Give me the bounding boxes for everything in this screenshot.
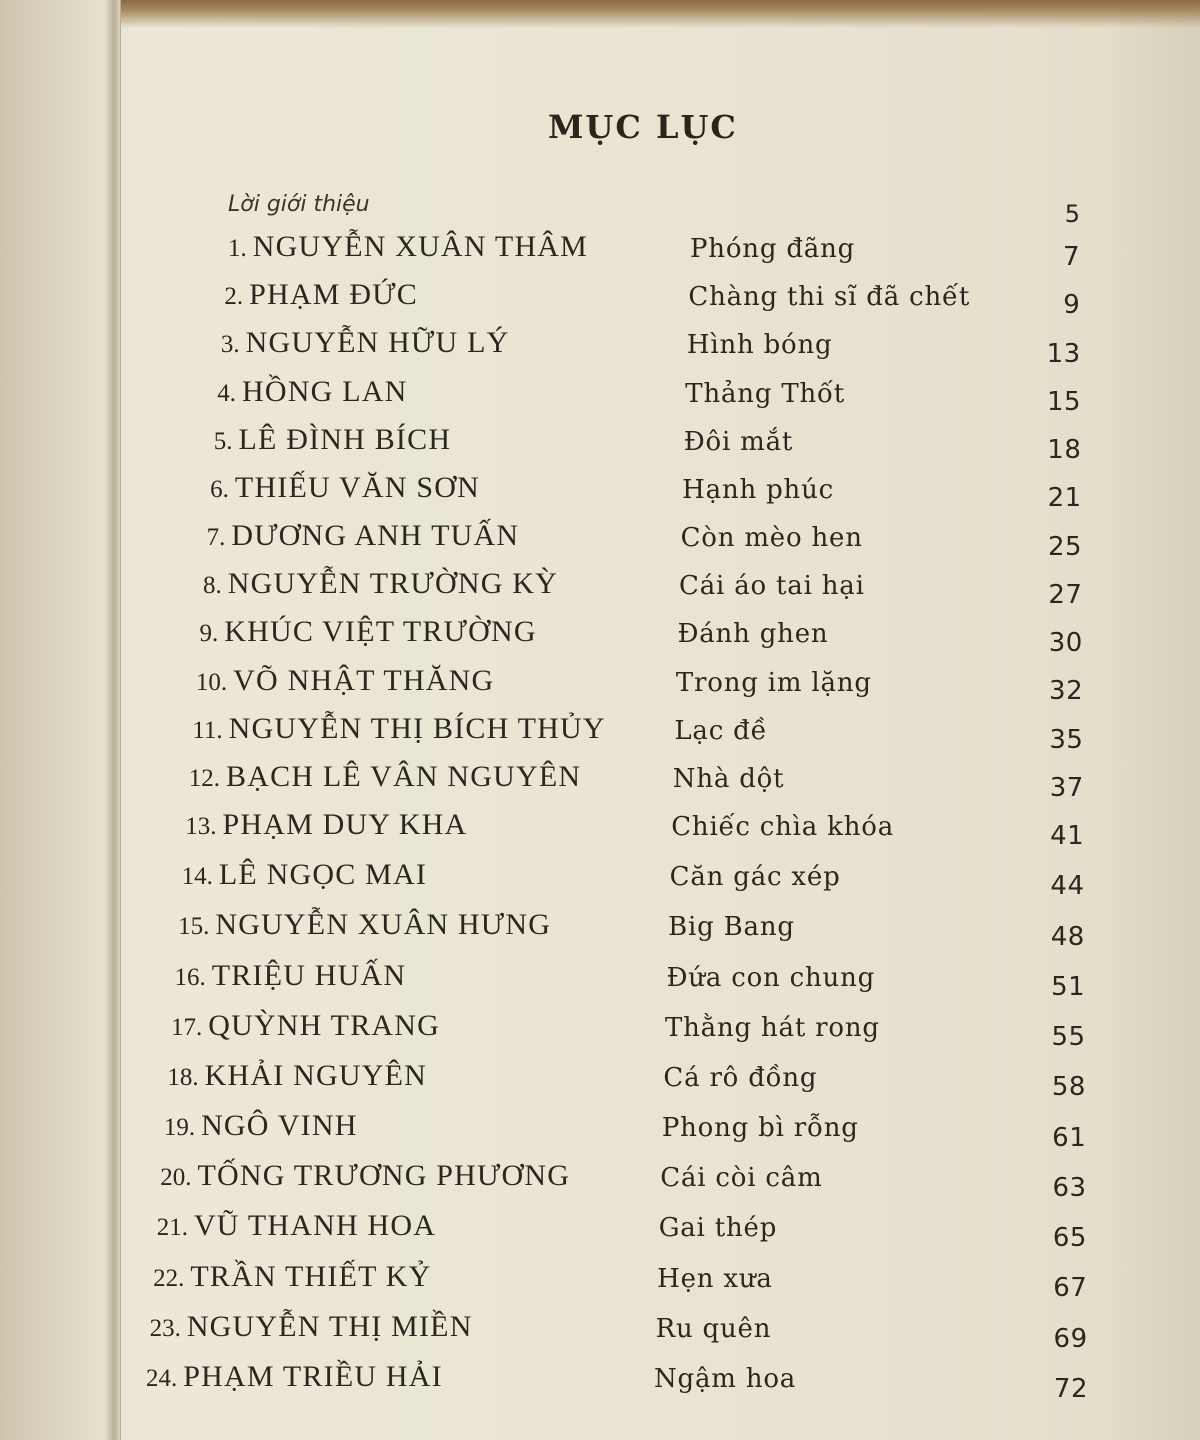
toc-work-title: Phóng đãng (690, 234, 856, 264)
toc-page-number: 61 (1052, 1122, 1087, 1153)
toc-work-title: Cái còi câm (660, 1163, 823, 1194)
toc-entry (0, 711, 1200, 755)
toc-work-title: Thảng Thốt (685, 378, 845, 409)
toc-entry (0, 567, 1200, 610)
toc-page-number: 18 (1047, 435, 1082, 466)
toc-number: 17. (170, 1013, 203, 1041)
toc-page-number: 48 (1050, 921, 1085, 952)
toc-author-name: NGUYỄN TRƯỜNG KỲ (227, 567, 559, 601)
toc-page-number: 13 (1046, 338, 1081, 369)
toc-author-name: NGUYỄN XUÂN THÂM (252, 230, 589, 263)
toc-author-name: HỒNG LAN (242, 374, 408, 408)
toc-work-title: Ngậm hoa (654, 1364, 797, 1394)
toc-author (196, 664, 494, 698)
toc-entry (0, 663, 1200, 707)
toc-work-title: Căn gác xép (669, 862, 841, 893)
toc-author-name: LÊ NGỌC MAI (218, 858, 428, 892)
toc-author (182, 858, 427, 892)
toc-number: 9. (199, 620, 219, 648)
toc-work-title: Chàng thi sĩ đã chết (688, 282, 971, 313)
toc-number: 21. (156, 1214, 188, 1242)
toc-page-number: 41 (1050, 821, 1085, 852)
toc-page-number: 7 (1062, 242, 1080, 272)
toc-page-number: 30 (1048, 628, 1083, 659)
toc-number: 23. (149, 1314, 181, 1342)
toc-entry (0, 908, 1200, 952)
toc-work-title: Lạc đề (674, 715, 768, 746)
toc-work-title: Đôi mắt (683, 426, 794, 457)
toc-entry (0, 1058, 1200, 1103)
toc-number: 22. (153, 1264, 185, 1292)
toc-work-title: Cá rô đồng (663, 1062, 818, 1093)
page-top-shadow (0, 0, 1200, 28)
toc-work-title: Chiếc chìa khóa (671, 812, 895, 843)
intro-label: Lời giới thiệu (228, 192, 370, 217)
toc-author-name: PHẠM TRIỀU HẢI (183, 1360, 443, 1393)
toc-number: 24. (146, 1365, 178, 1392)
toc-work-title: Thằng hát rong (664, 1012, 880, 1043)
toc-author-name: DƯƠNG ANH TUẤN (231, 519, 520, 553)
toc-entry (0, 958, 1200, 1002)
toc-page-number: 25 (1047, 531, 1083, 562)
toc-page-number: 72 (1053, 1374, 1088, 1404)
toc-work-title: Hình bóng (686, 330, 833, 361)
toc-work-title: Phong bì rỗng (661, 1113, 859, 1144)
toc-number: 20. (160, 1164, 192, 1192)
toc-page-number: 15 (1046, 386, 1082, 417)
toc-author (192, 712, 605, 746)
toc-page-number: 63 (1052, 1172, 1087, 1203)
toc-work-title: Đứa con chung (666, 962, 876, 993)
toc-author (207, 519, 520, 553)
intro-page-number: 5 (1064, 200, 1080, 228)
toc-author (146, 1360, 443, 1394)
toc-entry (0, 759, 1200, 803)
toc-number: 3. (220, 331, 240, 359)
toc-author (224, 278, 418, 312)
toc-author-name: TRIỆU HUẤN (211, 958, 407, 992)
toc-author (228, 230, 588, 264)
toc-author (217, 375, 407, 409)
toc-author-name: KHẢI NGUYÊN (204, 1058, 427, 1092)
toc-page-number: 67 (1053, 1273, 1088, 1304)
toc-page-number: 35 (1049, 724, 1084, 755)
toc-page-number: 58 (1051, 1072, 1086, 1103)
toc-author-name: PHẠM DUY KHA (222, 808, 468, 842)
toc-author (150, 1310, 473, 1344)
toc-author-name: VÕ NHẬT THĂNG (233, 663, 495, 697)
toc-number: 18. (167, 1063, 199, 1091)
toc-author-name: LÊ ĐÌNH BÍCH (238, 422, 452, 456)
toc-page-number: 65 (1052, 1223, 1087, 1254)
toc-author-name: KHÚC VIỆT TRƯỜNG (224, 615, 537, 649)
toc-entry (0, 1008, 1200, 1053)
toc-work-title: Hẹn xưa (657, 1263, 773, 1294)
toc-number: 10. (195, 668, 228, 696)
toc-entry (0, 1159, 1200, 1203)
toc-entry (0, 1309, 1200, 1354)
toc-page-number: 55 (1051, 1022, 1086, 1053)
toc-entry (0, 858, 1200, 902)
toc-author (214, 423, 451, 457)
toc-author-name: BẠCH LÊ VÂN NGUYÊN (226, 759, 582, 793)
toc-entry (0, 615, 1200, 659)
toc-number: 1. (228, 235, 247, 262)
toc-entry (0, 519, 1200, 562)
toc-entry (0, 326, 1200, 369)
toc-number: 4. (217, 379, 237, 407)
toc-author (210, 471, 480, 505)
toc-author (167, 1059, 427, 1093)
toc-work-title: Gai thép (658, 1213, 778, 1244)
toc-author (178, 908, 551, 942)
toc-author (221, 326, 510, 360)
toc-work-title: Hạnh phúc (682, 474, 834, 505)
toc-author-name: PHẠM ĐỨC (249, 278, 418, 312)
toc-page-number: 32 (1049, 676, 1084, 707)
toc-author-name: NGUYỄN XUÂN HƯNG (215, 908, 552, 942)
toc-entry (0, 808, 1200, 852)
toc-author-name: NGUYỄN THỊ BÍCH THỦY (228, 711, 606, 745)
toc-entry (0, 470, 1200, 514)
toc-number: 19. (163, 1114, 196, 1142)
toc-page-number: 69 (1053, 1323, 1088, 1354)
toc-page-number: 21 (1047, 483, 1082, 514)
toc-number: 15. (178, 913, 210, 941)
toc-author (171, 1009, 440, 1043)
toc-author (175, 959, 407, 993)
toc-number: 12. (188, 764, 221, 792)
toc-author (164, 1109, 358, 1143)
toc-number: 5. (213, 427, 233, 455)
toc-author-name: TRẦN THIẾT KỶ (190, 1259, 432, 1293)
toc-author (185, 808, 467, 842)
toc-author (153, 1260, 431, 1294)
toc-work-title: Nhà dột (672, 763, 785, 794)
toc-author (189, 760, 581, 794)
toc-number: 7. (206, 524, 226, 552)
toc-author-name: VŨ THANH HOA (193, 1209, 437, 1243)
toc-number: 2. (224, 283, 244, 311)
toc-entry (0, 422, 1200, 466)
toc-author (199, 615, 536, 649)
toc-entry (0, 1209, 1200, 1254)
toc-author-name: THIẾU VĂN SƠN (234, 470, 480, 504)
toc-author-name: QUỲNH TRANG (208, 1008, 441, 1042)
toc-entry (0, 1259, 1200, 1304)
toc-number: 11. (192, 716, 223, 744)
toc-author-name: NGUYỄN HỮU LÝ (245, 326, 510, 360)
toc-work-title: Big Bang (668, 912, 795, 943)
toc-number: 8. (203, 572, 222, 600)
toc-author-name: NGUYỄN THỊ MIỀN (186, 1309, 473, 1343)
toc-entry (0, 1360, 1200, 1404)
toc-page-number: 37 (1049, 772, 1084, 803)
toc-entry (0, 278, 1200, 321)
toc-author-name: NGÔ VINH (201, 1109, 358, 1143)
toc-author (160, 1159, 570, 1193)
toc-number: 14. (181, 863, 213, 891)
toc-author-name: TỐNG TRƯƠNG PHƯƠNG (197, 1159, 571, 1193)
toc-author (203, 567, 558, 601)
toc-work-title: Ru quên (655, 1313, 772, 1344)
toc-work-title: Cái áo tai hại (679, 571, 865, 602)
toc-author (157, 1209, 436, 1243)
toc-work-title: Đánh ghen (677, 619, 829, 650)
toc-work-title: Còn mèo hen (680, 523, 863, 554)
toc-page-number: 27 (1048, 579, 1083, 610)
toc-page-number: 9 (1063, 290, 1081, 321)
toc-number: 16. (174, 963, 206, 991)
toc-number: 13. (185, 813, 217, 841)
page-title: MỤC LỤC (548, 108, 738, 146)
toc-work-title: Trong im lặng (675, 667, 872, 698)
toc-entry (0, 1109, 1200, 1153)
toc-number: 6. (210, 475, 229, 503)
toc-entry (0, 375, 1200, 415)
toc-entry (0, 230, 1200, 270)
toc-page-number: 51 (1051, 971, 1086, 1002)
toc-page-number: 44 (1050, 871, 1085, 902)
